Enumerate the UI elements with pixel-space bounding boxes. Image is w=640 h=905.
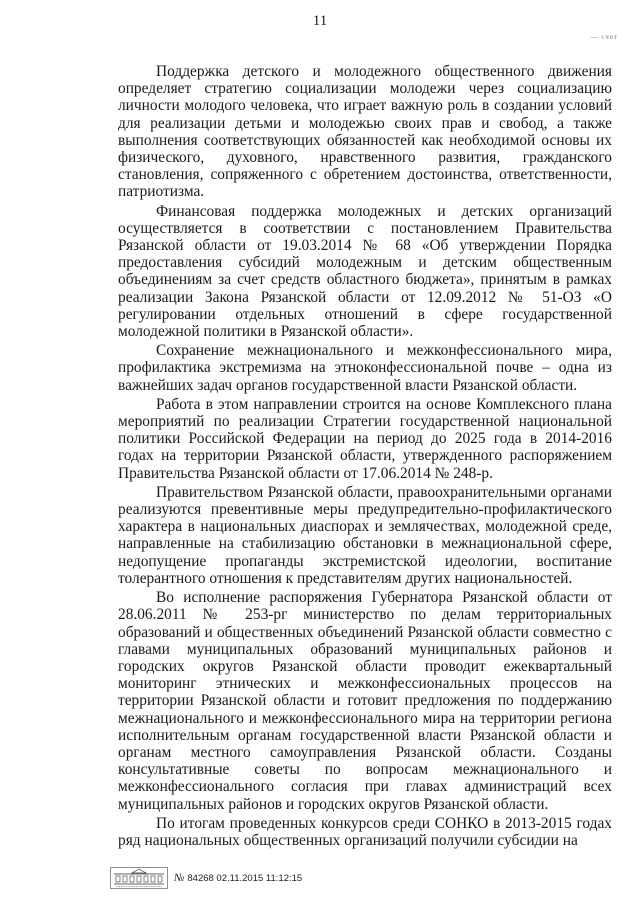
paragraph-financial-support: Финансовая поддержка молодежных и детских организаций осуществляется в соответствии с постановлением Правительства Рязанской области от 19.03.2014 № 68 «Об утверждении Порядка предоставления субсидий молодежным и детским общественным объединениям за счет средств областного бюджета», принятым в рамках реализации Закона Рязанской области от 12.09.2012 № 51-ОЗ «О регулировании отдельных отношений в сфере государственной молодежной политики в Рязанской области». bbox=[118, 202, 612, 341]
registration-number-date: 84268 02.11.2015 11:12:15 bbox=[187, 872, 303, 884]
document-body bbox=[118, 63, 612, 851]
registration-stamp bbox=[174, 872, 302, 884]
page-number: 11 bbox=[312, 13, 328, 29]
corner-mark: — счет bbox=[590, 33, 618, 41]
registration-footer bbox=[110, 866, 302, 890]
paragraph-sonko-contests: По итогам проведенных конкурсов среди СОНКО в 2013-2015 годах ряд национальных общественных организаций получили субсидии на bbox=[118, 814, 612, 849]
paragraph-monitoring: Во исполнение распоряжения Губернатора Рязанской области от 28.06.2011 № 253-рг министерство по делам территориальных образований и общественных объединений Рязанской области совместно с главами муниципальных образований муниципальных районов и городских округов Рязанской области проводит ежеквартальный мониторинг этнических и межконфессиональных процессов на территории Рязанской области и готовит предложения по поддержанию межнационального и межконфессионального мира на территории региона исполнительным органам государственной власти Рязанской области и органам местного самоуправления Рязанской области. Созданы консультативные советы по вопросам межнационального и межконфессионального согласия при главах администраций всех муниципальных районов и городских округов Рязанской области. bbox=[118, 589, 612, 813]
paragraph-youth-movement: Поддержка детского и молодежного общественного движения определяет стратегию социализации молодежи через социализацию личности молодого человека, что играет важную роль в создании условий для реализации детьми и молодежью своих прав и свобод, а также выполнения соответствующих обязанностей как необходимой основы их физического, духовного, нравственного развития, гражданского становления, сопряженного с обретением достоинства, ответственности, патриотизма. bbox=[118, 63, 612, 201]
paragraph-complex-plan: Работа в этом направлении строится на основе Комплексного плана мероприятий по реализации Стратегии государственной национальной политики Российской Федерации на период до 2025 года в 2014-2016 годах на территории Рязанской области, утвержденного распоряжением Правительства Рязанской области от 17.06.2014 № 248-р. bbox=[118, 395, 612, 482]
government-building-seal-icon bbox=[110, 867, 168, 889]
number-sign: № bbox=[174, 872, 185, 884]
paragraph-preventive-measures: Правительством Рязанской области, правоохранительными органами реализуются превентивные меры предупредительно-профилактического характера в национальных диаспорах и землячествах, молодежной среде, направленные на стабилизацию обстановки в межнациональной сфере, недопущение пропаганды экстремистской идеологии, воспитание толерантного отношения к представителям других национальностей. bbox=[118, 483, 612, 587]
paragraph-interethnic-peace: Сохранение межнационального и межконфессионального мира, профилактика экстремизма на этноконфессиональной почве – одна из важнейших задач органов государственной власти Рязанской области. bbox=[118, 342, 612, 394]
